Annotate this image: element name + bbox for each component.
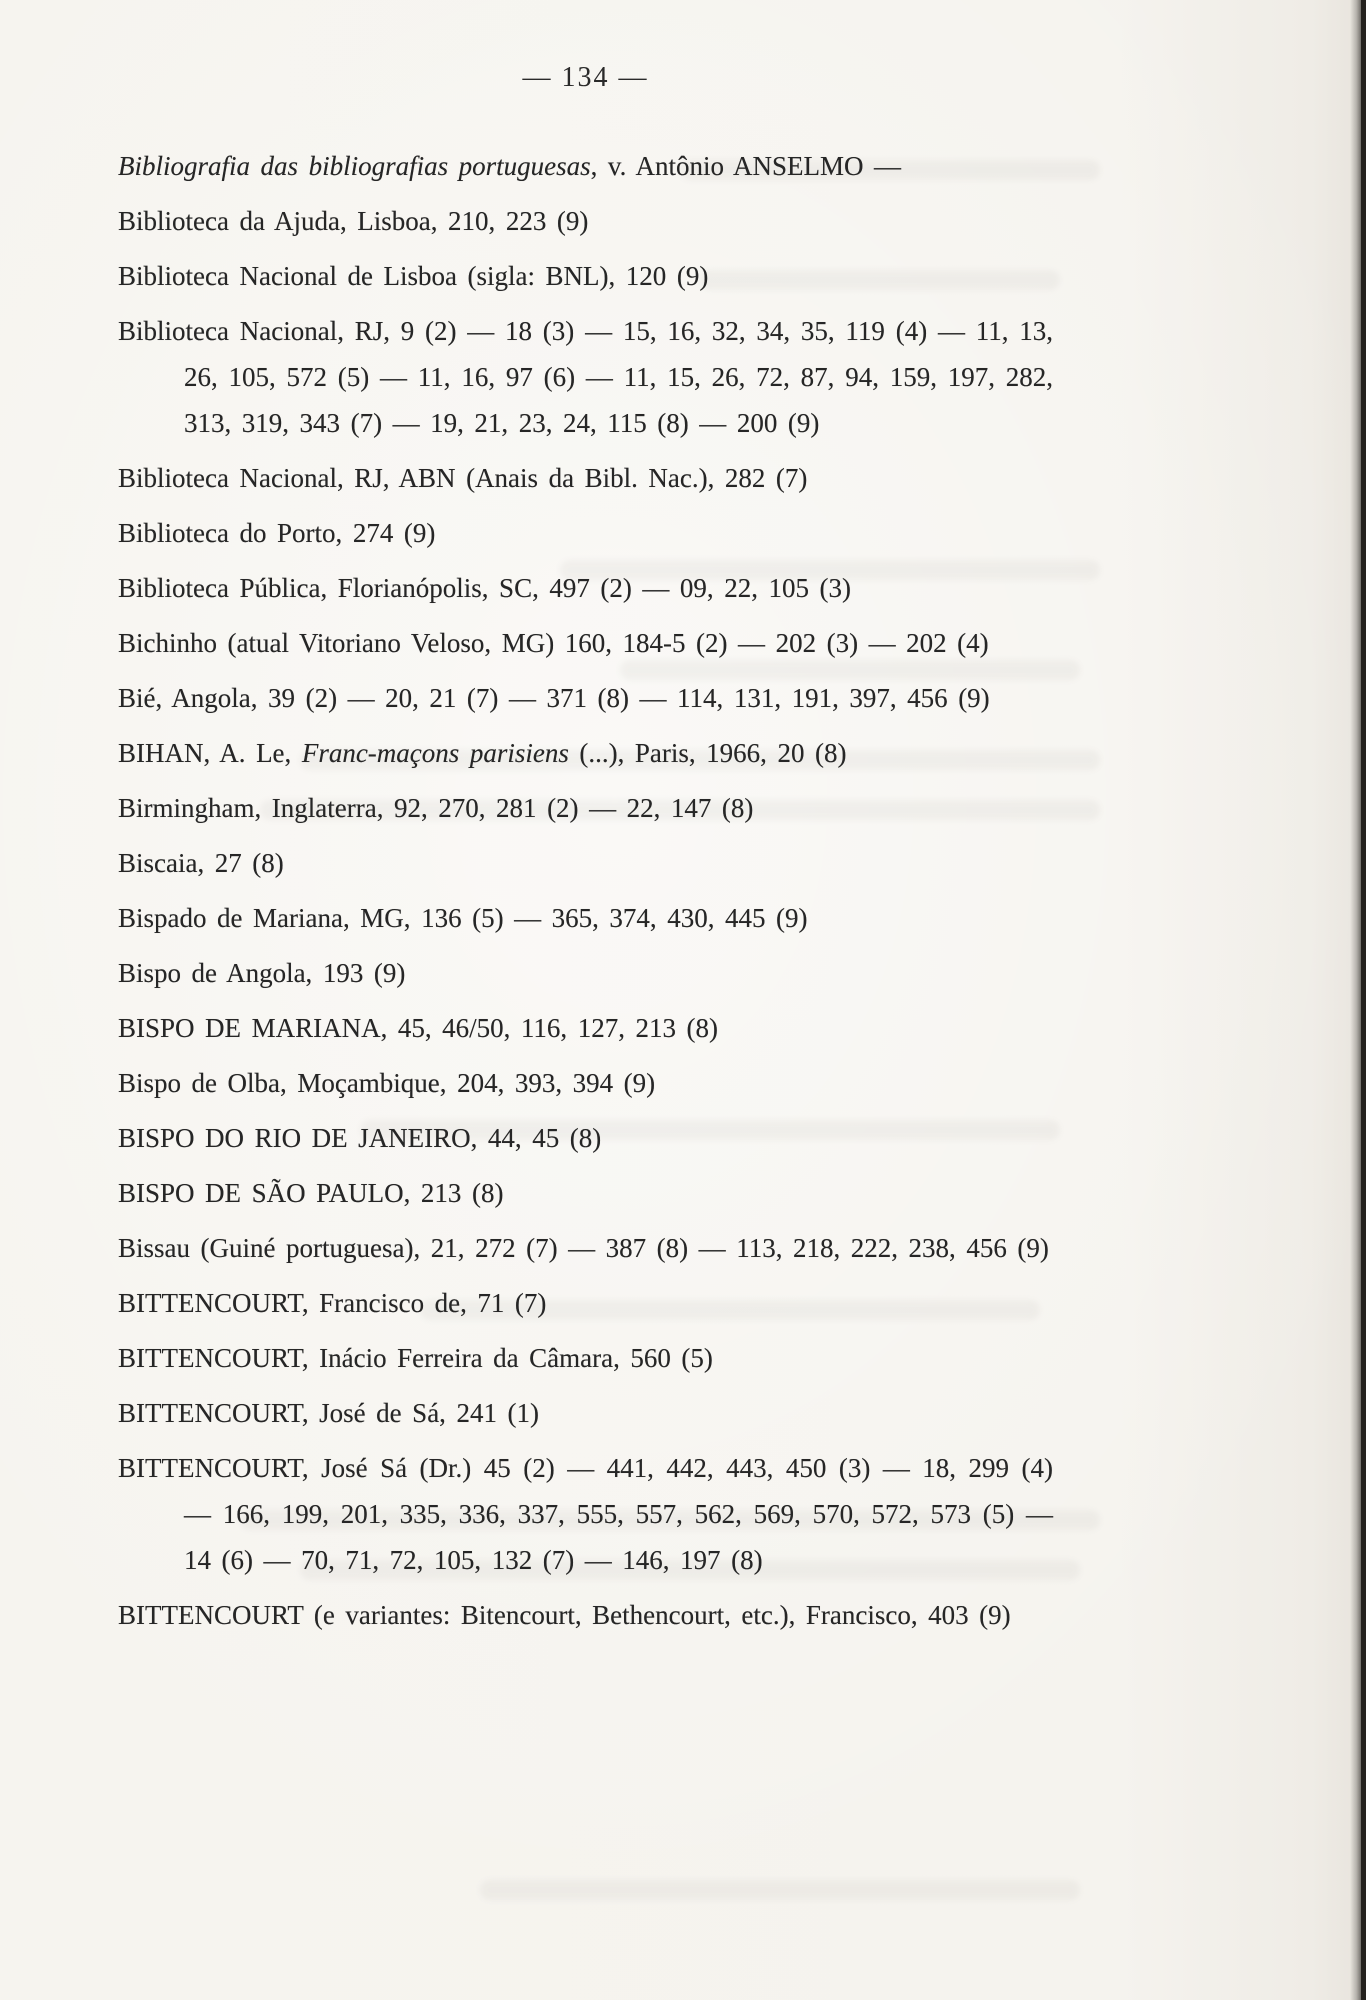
index-entry bbox=[118, 1592, 1053, 1638]
page-number: — 134 — bbox=[522, 62, 649, 93]
entry-text: BISPO DE MARIANA, 45, 46/50, 116, 127, 213 (8) bbox=[118, 1013, 718, 1043]
entry-text: Bié, Angola, 39 (2) — 20, 21 (7) — 371 (8) — 114, 131, 191, 397, 456 (9) bbox=[118, 683, 990, 713]
index-entry bbox=[118, 840, 1053, 886]
entry-text: BITTENCOURT, Inácio Ferreira da Câmara, 560 (5) bbox=[118, 1343, 713, 1373]
entry-text: BISPO DO RIO DE JANEIRO, 44, 45 (8) bbox=[118, 1123, 602, 1153]
entry-text: Bichinho (atual Vitoriano Veloso, MG) 160, 184-5 (2) — 202 (3) — 202 (4) bbox=[118, 628, 989, 658]
bleedthrough-artifact bbox=[480, 1880, 1080, 1900]
index-entry bbox=[118, 785, 1053, 831]
index-entry bbox=[118, 620, 1053, 666]
entry-text: Biscaia, 27 (8) bbox=[118, 848, 284, 878]
entry-text: Bispo de Olba, Moçambique, 204, 393, 394 (9) bbox=[118, 1068, 656, 1098]
entry-text: BIHAN, A. Le, bbox=[118, 738, 302, 768]
entry-text: Biblioteca do Porto, 274 (9) bbox=[118, 518, 436, 548]
index-entry bbox=[118, 143, 1053, 189]
index-entry bbox=[118, 730, 1053, 776]
index-entry bbox=[118, 1225, 1053, 1271]
index-entry bbox=[118, 1060, 1053, 1106]
index-entry bbox=[118, 1170, 1053, 1216]
entry-text: (...), Paris, 1966, 20 (8) bbox=[568, 738, 847, 768]
entry-text: Bissau (Guiné portuguesa), 21, 272 (7) — 387 (8) — 113, 218, 222, 238, 456 (9) bbox=[118, 1233, 1049, 1263]
index-entry bbox=[118, 675, 1053, 721]
entry-text: BISPO DE SÃO PAULO, 213 (8) bbox=[118, 1178, 504, 1208]
entry-text: BITTENCOURT, Francisco de, 71 (7) bbox=[118, 1288, 547, 1318]
entry-text-italic: Bibliografia das bibliografias portuguesas bbox=[118, 151, 591, 181]
entry-text: Biblioteca Nacional, RJ, 9 (2) — 18 (3) — 15, 16, 32, 34, 35, 119 (4) — 11, 13, 26, 105, 572 (5) — 11, 16, 97 (6) — 11, 15, 26, 72, 87, 94, 159, 197, 282, 313, 319, 343 (7) — 19, 21, 23, 24, 115 (8) — 200 (9) bbox=[118, 316, 1053, 438]
index-entry bbox=[118, 1390, 1053, 1436]
entry-text: BITTENCOURT, José Sá (Dr.) 45 (2) — 441, 442, 443, 450 (3) — 18, 299 (4) — 166, 199, 201, 335, 336, 337, 555, 557, 562, 569, 570, 572, 573 (5) — 14 (6) — 70, 71, 72, 105, 132 (7) — 146, 197 (8) bbox=[118, 1453, 1053, 1575]
entry-text: Biblioteca Nacional, RJ, ABN (Anais da Bibl. Nac.), 282 (7) bbox=[118, 463, 808, 493]
index-entry bbox=[118, 1445, 1053, 1583]
index-entry bbox=[118, 510, 1053, 556]
index-entry bbox=[118, 253, 1053, 299]
entry-text: Bispo de Angola, 193 (9) bbox=[118, 958, 406, 988]
index-entry bbox=[118, 895, 1053, 941]
index-entry bbox=[118, 198, 1053, 244]
index-entry bbox=[118, 1115, 1053, 1161]
binding-shadow bbox=[1350, 0, 1366, 2000]
index-entry bbox=[118, 1005, 1053, 1051]
index-entry bbox=[118, 1280, 1053, 1326]
entry-text: BITTENCOURT (e variantes: Bitencourt, Bethencourt, etc.), Francisco, 403 (9) bbox=[118, 1600, 1011, 1630]
index-entry bbox=[118, 565, 1053, 611]
index-entry bbox=[118, 1335, 1053, 1381]
entry-text: Biblioteca Nacional de Lisboa (sigla: BNL), 120 (9) bbox=[118, 261, 709, 291]
index-entries bbox=[118, 143, 1053, 1647]
entry-text: Bispado de Mariana, MG, 136 (5) — 365, 374, 430, 445 (9) bbox=[118, 903, 808, 933]
entry-text: , v. Antônio ANSELMO — bbox=[590, 151, 902, 181]
index-entry bbox=[118, 950, 1053, 996]
entry-text: BITTENCOURT, José de Sá, 241 (1) bbox=[118, 1398, 539, 1428]
entry-text: Biblioteca Pública, Florianópolis, SC, 497 (2) — 09, 22, 105 (3) bbox=[118, 573, 851, 603]
entry-text: Biblioteca da Ajuda, Lisboa, 210, 223 (9) bbox=[118, 206, 589, 236]
index-entry bbox=[118, 308, 1053, 446]
entry-text-italic: Franc-maçons parisiens bbox=[301, 738, 569, 768]
entry-text: Birmingham, Inglaterra, 92, 270, 281 (2) — 22, 147 (8) bbox=[118, 793, 754, 823]
index-entry bbox=[118, 455, 1053, 501]
